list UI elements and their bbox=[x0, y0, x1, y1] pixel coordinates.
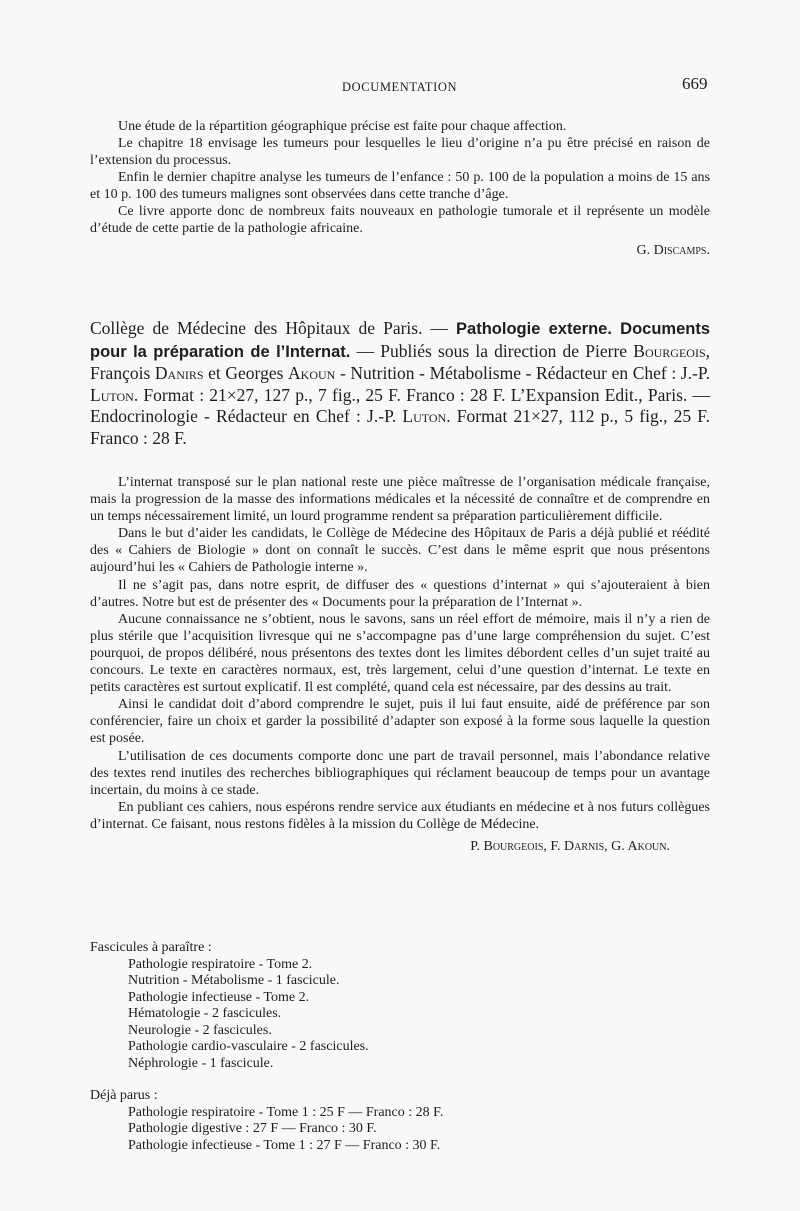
review-body bbox=[90, 474, 710, 855]
list-item: Nutrition - Métabolisme - 1 fascicule. bbox=[128, 973, 340, 988]
biblio-lead: Collège de Médecine des Hôpitaux de Paris. — bbox=[90, 318, 457, 338]
published-list bbox=[128, 1105, 710, 1155]
bibliographic-entry bbox=[90, 318, 710, 449]
editor-name: Luton bbox=[90, 384, 134, 405]
paragraph: Aucune connaissance ne s’obtient, nous le savons, sans un réel effort de mémoire, mais il n’y a rien de plus stérile que l’acquisition livresque qui ne s’accompagne pas d’une large compréhension du sujet. C’est pourquoi, de propos délibéré, nous présentons des textes dont les limites débordent celles d’un sujet traité au concours. Le texte en caractères normaux, est, très largement, celui d’une question d’internat. Le texte en petits caractères est surtout explicatif. Il est complété, quand cela est nécessaire, par des dessins au trait. bbox=[90, 611, 710, 696]
paragraph: Il ne s’agit pas, dans notre esprit, de diffuser des « questions d’internat » qui s’ajouteraient à bien d’autres. Notre but est de présenter des « Documents pour la préparation de l’Internat ». bbox=[90, 577, 710, 610]
paragraph: Dans le but d’aider les candidats, le Collège de Médecine des Hôpitaux de Paris a déjà publié et réédité des « Cahiers de Biologie » dont on connaît le succès. C’est dans le même esprit que nous présentons aujourd’hui les « Cahiers de Pathologie interne ». bbox=[90, 526, 710, 576]
list-item: Pathologie infectieuse - Tome 1 : 27 F — Franco : 30 F. bbox=[128, 1137, 441, 1153]
published-title: Déjà parus : bbox=[90, 1088, 158, 1103]
biblio-text: - Nutrition - Métabolisme - Rédacteur en Chef : J.-P. bbox=[335, 363, 710, 383]
paragraph: Le chapitre 18 envisage les tumeurs pour lesquelles le lieu d’origine n’a pu être précisé en raison de l’extension du processus. bbox=[90, 136, 710, 168]
list-item: Hématologie - 2 fascicules. bbox=[128, 1006, 282, 1021]
fascicle-lists bbox=[90, 940, 710, 1154]
list-item: Pathologie respiratoire - Tome 2. bbox=[128, 956, 313, 972]
list-item: Pathologie infectieuse - Tome 2. bbox=[128, 989, 310, 1005]
book-title: Pathologie externe. Documents pour la préparation de l’Internat. bbox=[90, 320, 710, 361]
biblio-text: . Format 21×27, 112 p., 5 fig., 25 F. Franco : 28 F. bbox=[90, 406, 710, 448]
biblio-text: . Format : 21×27, 127 p., 7 fig., 25 F. Franco : 28 F. L’Expansion Edit., Paris. — Endocrinologie - Rédacteur en Chef : J.-P. bbox=[90, 384, 710, 426]
list-item: Pathologie respiratoire - Tome 1 : 25 F — Franco : 28 F. bbox=[128, 1104, 444, 1120]
biblio-text: — Publiés sous la direction de Pierre bbox=[350, 340, 634, 361]
author-name: Akoun bbox=[288, 363, 336, 383]
page-header bbox=[0, 74, 800, 98]
review-signature: G. Discamps. bbox=[636, 243, 710, 258]
paragraph: Une étude de la répartition géographique précise est faite pour chaque affection. bbox=[118, 119, 567, 134]
review-signature: P. Bourgeois, F. Darnis, G. Akoun. bbox=[470, 838, 670, 854]
author-name: Danirs bbox=[154, 363, 204, 383]
editor-name: Luton bbox=[402, 406, 447, 426]
paragraph: Ce livre apporte donc de nombreux faits nouveaux en pathologie tumorale et il représente un modèle d’étude de cette partie de la pathologie africaine. bbox=[90, 204, 710, 236]
author-name: Bourgeois bbox=[633, 340, 706, 361]
previous-review-end bbox=[90, 118, 710, 259]
paragraph: Enfin le dernier chapitre analyse les tumeurs de l’enfance : 50 p. 100 de la population a moins de 15 ans et 10 p. 100 des tumeurs malignes sont observées dans cette tranche d’âge. bbox=[90, 170, 710, 202]
paragraph: L’internat transposé sur le plan national reste une pièce maîtresse de l’organisation médicale française, mais la progression de la masse des informations médicales et la nécessité de connaître et de comprendre en un temps nécessairement limité, un lourd programme rendent sa préparation particulièrement difficile. bbox=[90, 475, 710, 525]
list-item: Neurologie - 2 fascicules. bbox=[128, 1022, 272, 1038]
forthcoming-title: Fascicules à paraître : bbox=[90, 940, 212, 955]
page-number: 669 bbox=[682, 74, 708, 93]
paragraph: En publiant ces cahiers, nous espérons rendre service aux étudiants en médecine et à nos futurs collègues d’internat. Ce faisant, nous restons fidèles à la mission du Collège de Médecine. bbox=[90, 799, 710, 832]
biblio-text: , François bbox=[90, 340, 710, 383]
biblio-text: et Georges bbox=[203, 363, 289, 383]
forthcoming-list bbox=[128, 957, 710, 1073]
list-item: Pathologie cardio-vasculaire - 2 fascicules. bbox=[128, 1039, 369, 1054]
paragraph: L’utilisation de ces documents comporte donc une part de travail personnel, mais l’abondance relative des textes rend inutiles des recherches bibliographiques qui réclament beaucoup de temps pour un avantage incertain, du moins à ce stade. bbox=[90, 748, 710, 798]
running-head: DOCUMENTATION bbox=[342, 80, 458, 94]
list-item: Néphrologie - 1 fascicule. bbox=[128, 1055, 274, 1071]
paragraph: Ainsi le candidat doit d’abord comprendre le sujet, puis il lui faut ensuite, aidé de préférence par son conférencier, faire un choix et garder la possibilité d’adapter son exposé à la forme sous laquelle la question est posée. bbox=[90, 697, 710, 747]
list-item: Pathologie digestive : 27 F — Franco : 30 F. bbox=[128, 1121, 377, 1136]
